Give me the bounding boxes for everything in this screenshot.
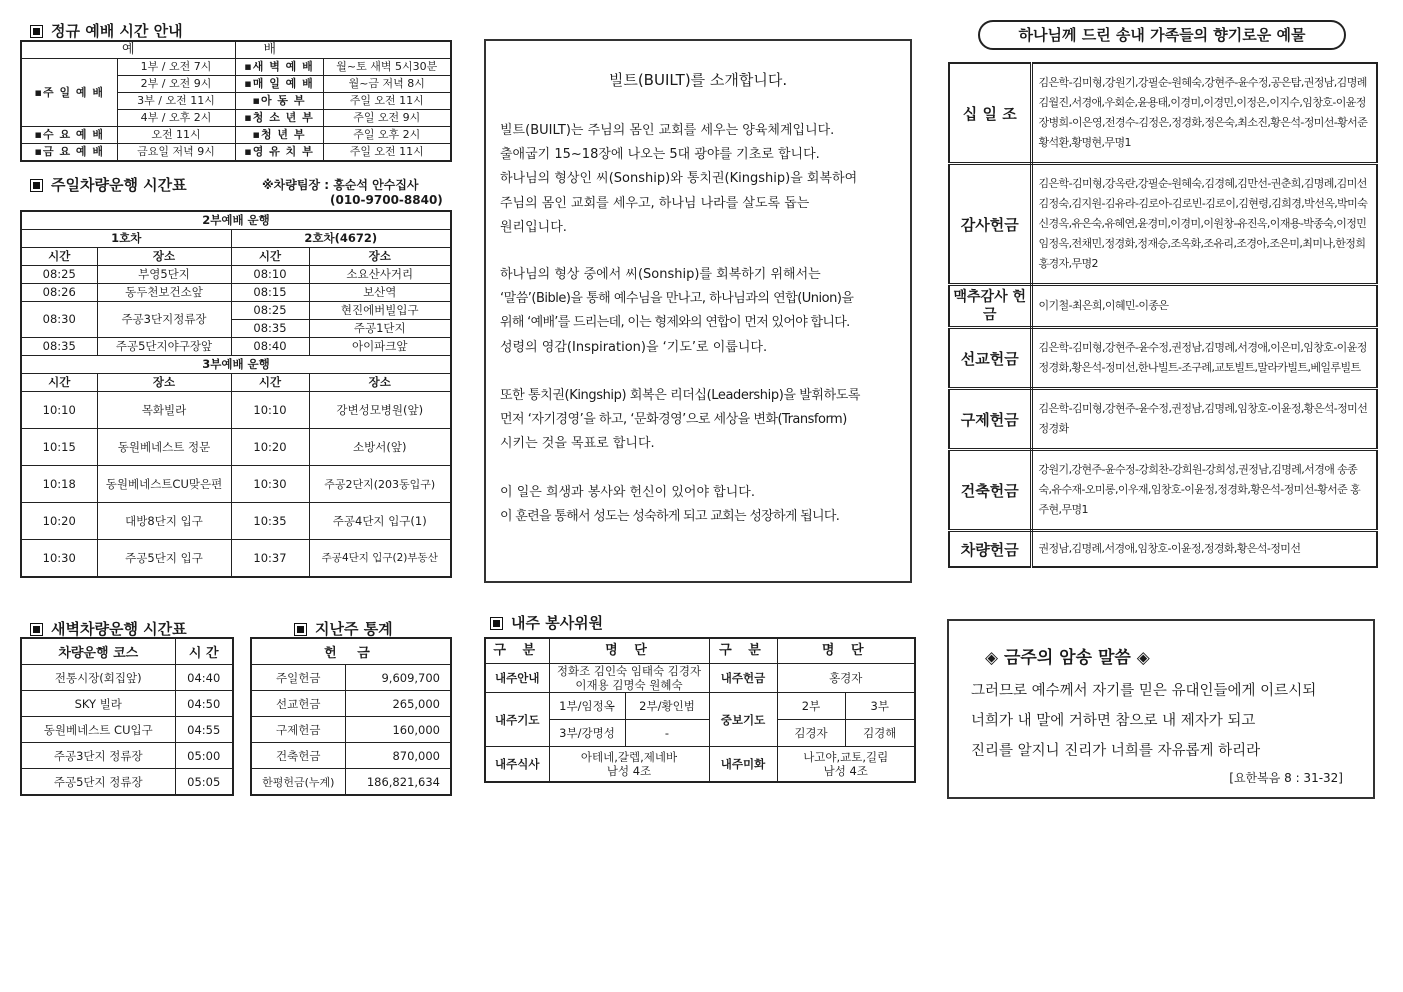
offering-names: 김은학-김미형,강옥란,강필순-원혜숙,김경혜,김만선-권춘희,김명례,김미선 김정숙,김지원-김유라-김로아-김로빈-김로이,김현령,김희경,박선옥,박미숙 신경옥,유은숙,유혜연,윤경미,이경미,이원창-유진옥,이재용-박종숙,이정민 임정옥,전채민,정경화,정재승,조옥화,조유리,조경아,조은미,최미나,한정희 홍경자,무명2 bbox=[1031, 164, 1377, 285]
worship-header-left: 예 bbox=[21, 41, 235, 59]
built-line: 또한 통치권(Kingship) 회복은 리더십(Leadership)을 발휘하도록 bbox=[500, 388, 861, 403]
stats-amount: 870,000 bbox=[345, 743, 451, 769]
built-line: 하나님의 형상인 씨(Sonship)와 통치권(Kingship)을 회복하여 bbox=[500, 171, 858, 187]
offerings-table bbox=[948, 62, 1378, 568]
stats-amount: 9,609,700 bbox=[345, 665, 451, 691]
car2-place: 주공1단지 bbox=[309, 320, 451, 338]
friday-service-time: 금요일 저녁 9시 bbox=[117, 144, 235, 162]
bus-leader-label: ※차량팀장 : 홍순석 안수집사 bbox=[262, 178, 419, 192]
col-names: 명 단 bbox=[549, 638, 709, 664]
service-section-title: 내주 봉사위원 bbox=[490, 612, 603, 633]
stats-amount: 265,000 bbox=[345, 691, 451, 717]
col-time: 시간 bbox=[21, 248, 97, 266]
dawn-course: SKY 빌라 bbox=[21, 691, 175, 717]
col-time: 시간 bbox=[21, 374, 97, 392]
offering-category: 십 일 조 bbox=[949, 63, 1031, 164]
third-time-1: 10:30 bbox=[21, 540, 97, 578]
worship-section-title: 정규 예배 시간 안내 bbox=[30, 20, 183, 41]
col-time: 시간 bbox=[231, 248, 309, 266]
car2-time: 08:40 bbox=[231, 338, 309, 356]
offerings-title: 하나님께 드린 송내 가족들의 향기로운 예물 bbox=[978, 20, 1346, 50]
offering-names: 이기철-최은희,이혜민-이종은 bbox=[1031, 285, 1377, 328]
offering-category: 맥추감사 헌금 bbox=[949, 285, 1031, 328]
stats-label: 한평헌금(누계) bbox=[251, 769, 345, 796]
verse-line: 너희가 내 말에 거하면 참으로 내 제자가 되고 bbox=[971, 713, 1256, 729]
col-course: 차량운행 코스 bbox=[21, 638, 175, 665]
intercession-label: 중보기도 bbox=[709, 693, 777, 747]
built-paragraph-3 bbox=[500, 384, 904, 457]
built-title: 빌트(BUILT)를 소개합니다. bbox=[608, 71, 788, 89]
built-line: 시키는 것을 목표로 합니다. bbox=[500, 436, 655, 452]
dawn-bus-section-title: 새벽차량운행 시간표 bbox=[30, 618, 187, 639]
second-service-bus-title: 2부예배 운행 bbox=[21, 211, 451, 230]
offering-category: 차량헌금 bbox=[949, 531, 1031, 568]
dawn-course: 주공5단지 정류장 bbox=[21, 769, 175, 796]
col-time: 시 간 bbox=[175, 638, 233, 665]
car2-time: 08:15 bbox=[231, 284, 309, 302]
offering-category: 구제헌금 bbox=[949, 389, 1031, 450]
car2-place: 소요산사거리 bbox=[309, 266, 451, 284]
weekday-service-time: 주일 오전 9시 bbox=[323, 110, 451, 127]
prayer-label: 내주기도 bbox=[485, 693, 549, 747]
weekday-service-time: 주일 오전 11시 bbox=[323, 93, 451, 110]
built-line: 이 훈련을 통해서 성도는 성숙하게 되고 교회는 성장하게 됩니다. bbox=[500, 509, 840, 525]
weekday-service-label: ▪청 년 부 bbox=[235, 127, 323, 144]
dawn-course: 전통시장(회집앞) bbox=[21, 665, 175, 691]
guide-names bbox=[549, 664, 709, 693]
car2-time: 08:10 bbox=[231, 266, 309, 284]
built-intro-box bbox=[484, 39, 912, 583]
col-place: 장소 bbox=[309, 248, 451, 266]
intercession-header: 3부 bbox=[845, 693, 915, 720]
car1-place: 주공3단지정류장 bbox=[97, 302, 231, 338]
car1-time: 08:30 bbox=[21, 302, 97, 338]
third-service-bus-title: 3부예배 운행 bbox=[21, 356, 451, 374]
third-place-2: 강변성모병원(앞) bbox=[309, 392, 451, 429]
third-place-2: 주공4단지 입구(2)부동산 bbox=[309, 540, 451, 578]
weekday-service-label: ▪새 벽 예 배 bbox=[235, 59, 323, 76]
built-line: 이 일은 희생과 봉사와 헌신이 있어야 합니다. bbox=[500, 485, 755, 500]
third-time-2: 10:35 bbox=[231, 503, 309, 540]
third-place-1: 대방8단지 입구 bbox=[97, 503, 231, 540]
offering-label: 내주헌금 bbox=[709, 664, 777, 693]
third-place-2: 주공2단지(203동입구) bbox=[309, 466, 451, 503]
third-place-1: 동원베네스트CU맞은편 bbox=[97, 466, 231, 503]
third-time-1: 10:15 bbox=[21, 429, 97, 466]
guide-label: 내주안내 bbox=[485, 664, 549, 693]
col-time: 시간 bbox=[231, 374, 309, 392]
built-line: 주님의 몸인 교회를 세우고, 하나님 나라를 살도록 돕는 bbox=[500, 195, 810, 211]
stats-header: 헌 금 bbox=[251, 638, 451, 665]
dawn-course: 동원베네스트 CU입구 bbox=[21, 717, 175, 743]
third-time-2: 10:30 bbox=[231, 466, 309, 503]
dawn-time: 05:00 bbox=[175, 743, 233, 769]
built-paragraph-1 bbox=[500, 119, 904, 240]
built-line: 빌트(BUILT)는 주님의 몸인 교회를 세우는 양육체계입니다. bbox=[500, 123, 835, 138]
meal-label: 내주식사 bbox=[485, 747, 549, 783]
third-time-2: 10:20 bbox=[231, 429, 309, 466]
built-line: 하나님의 형상 중에서 씨(Sonship)를 회복하기 위해서는 bbox=[500, 267, 821, 282]
third-time-1: 10:18 bbox=[21, 466, 97, 503]
third-time-1: 10:20 bbox=[21, 503, 97, 540]
dawn-time: 04:40 bbox=[175, 665, 233, 691]
dawn-bus-table bbox=[20, 637, 234, 796]
verse-title: ◈ 금주의 암송 말씀 ◈ bbox=[985, 648, 1150, 668]
bus-schedule-table bbox=[20, 210, 452, 578]
sunday-service-time: 1부 / 오전 7시 bbox=[117, 59, 235, 76]
offering-names: 김은학-김미형,강현주-윤수정,권정남,김명례,서경애,이은미,임창호-이윤정 정경화,황은석-정미선,한나빌트-조구례,교토빌트,말라카빌트,베일루빌트 bbox=[1031, 328, 1377, 389]
beauty-names bbox=[777, 747, 915, 783]
weekday-service-time: 주일 오후 2시 bbox=[323, 127, 451, 144]
third-time-2: 10:10 bbox=[231, 392, 309, 429]
built-paragraph-4 bbox=[500, 481, 904, 529]
offering-names: 강원기,강현주-윤수정-강희찬-강희원-강희성,권정남,김명례,서경애 송종숙,유수재-오미롱,이우재,임창호-이윤정,정경화,황은석-정미선-황서준 홍주현,무명1 bbox=[1031, 450, 1377, 531]
service-committee-table bbox=[484, 637, 916, 783]
built-line: 먼저 ‘자기경영’을 하고, ‘문화경영’으로 세상을 변화(Transform) bbox=[500, 412, 847, 428]
car1-time: 08:35 bbox=[21, 338, 97, 356]
car2-time: 08:35 bbox=[231, 320, 309, 338]
car2-time: 08:25 bbox=[231, 302, 309, 320]
verse-reference: [요한복음 8 : 31-32] bbox=[1229, 771, 1343, 785]
wednesday-service-time: 오전 11시 bbox=[117, 127, 235, 144]
weekday-service-time: 월~금 저녁 8시 bbox=[323, 76, 451, 93]
sunday-service-time: 2부 / 오전 9시 bbox=[117, 76, 235, 93]
offering-names: 김은학-김미형,강원기,강필순-원혜숙,강현주-윤수정,공은탐,권정남,김명례 김월진,서경애,우회순,윤용태,이경미,이경민,이정은,이지수,임창호-이윤정 장병희-이은영,전경수-김정은,정경화,정은숙,최소진,황은석-정미선-황서준 황석환,황명현,무명1 bbox=[1031, 63, 1377, 164]
weekday-service-time: 주일 오전 11시 bbox=[323, 144, 451, 162]
stats-section-title: 지난주 통계 bbox=[294, 618, 393, 639]
stats-amount: 160,000 bbox=[345, 717, 451, 743]
offering-category: 건축헌금 bbox=[949, 450, 1031, 531]
intercession-name: 김경자 bbox=[777, 720, 845, 747]
prayer-name: 2부/황인범 bbox=[625, 693, 709, 720]
third-place-2: 주공4단지 입구(1) bbox=[309, 503, 451, 540]
stats-table bbox=[250, 637, 452, 796]
col-place: 장소 bbox=[97, 248, 231, 266]
third-time-1: 10:10 bbox=[21, 392, 97, 429]
car1-place: 부영5단지 bbox=[97, 266, 231, 284]
built-paragraph-2 bbox=[500, 263, 904, 360]
stats-amount: 186,821,634 bbox=[345, 769, 451, 796]
prayer-name: 1부/임정옥 bbox=[549, 693, 625, 720]
stats-label: 주일헌금 bbox=[251, 665, 345, 691]
car1-time: 08:25 bbox=[21, 266, 97, 284]
beauty-names-line: 남성 4조 bbox=[823, 764, 868, 778]
bus-leader-phone: (010-9700-8840) bbox=[330, 193, 443, 207]
weekday-service-label: ▪청 소 년 부 bbox=[235, 110, 323, 127]
weekday-service-label: ▪영 유 치 부 bbox=[235, 144, 323, 162]
friday-service-label: ▪금 요 예 배 bbox=[21, 144, 117, 162]
third-place-1: 주공5단지 입구 bbox=[97, 540, 231, 578]
dawn-time: 05:05 bbox=[175, 769, 233, 796]
worship-schedule-table bbox=[20, 40, 452, 162]
guide-names-line: 이재용 김명숙 원혜숙 bbox=[575, 678, 683, 692]
offering-category: 선교헌금 bbox=[949, 328, 1031, 389]
car2-place: 현진에버빌입구 bbox=[309, 302, 451, 320]
meal-names-line: 아테네,갈렙,제네바 bbox=[580, 750, 678, 764]
weekday-service-label: ▪매 일 예 배 bbox=[235, 76, 323, 93]
built-line: 원리입니다. bbox=[500, 219, 567, 235]
third-time-2: 10:37 bbox=[231, 540, 309, 578]
col-names: 명 단 bbox=[777, 638, 915, 664]
built-line: 위해 ‘예배’를 드리는데, 이는 형제와의 연합이 먼저 있어야 합니다. bbox=[500, 315, 850, 331]
worship-header-right: 배 bbox=[235, 41, 451, 59]
dawn-time: 04:50 bbox=[175, 691, 233, 717]
verse-line: 그러므로 예수께서 자기를 믿은 유대인들에게 이르시되 bbox=[971, 683, 1317, 699]
col-place: 장소 bbox=[309, 374, 451, 392]
built-line: ‘말씀’(Bible)을 통해 예수님을 만나고, 하나님과의 연합(Union)을 bbox=[500, 291, 854, 307]
stats-label: 선교헌금 bbox=[251, 691, 345, 717]
guide-names-line: 정화조 김인숙 임태숙 김경자 bbox=[556, 664, 702, 678]
offering-names: 권정남,김명례,서경애,임창호-이윤정,정경화,황은석-정미선 bbox=[1031, 531, 1377, 568]
col-category: 구 분 bbox=[485, 638, 549, 664]
intercession-name: 김경해 bbox=[845, 720, 915, 747]
car2-place: 보산역 bbox=[309, 284, 451, 302]
car1-place: 주공5단지야구장앞 bbox=[97, 338, 231, 356]
third-place-1: 동원베네스트 정문 bbox=[97, 429, 231, 466]
meal-names-line: 남성 4조 bbox=[606, 764, 652, 778]
sunday-service-time: 3부 / 오전 11시 bbox=[117, 93, 235, 110]
prayer-name: 3부/강명성 bbox=[549, 720, 625, 747]
beauty-names-line: 나고야,교토,길림 bbox=[803, 750, 889, 764]
prayer-name: - bbox=[625, 720, 709, 747]
car1-time: 08:26 bbox=[21, 284, 97, 302]
verse-line: 진리를 알지니 진리가 너희를 자유롭게 하리라 bbox=[971, 743, 1261, 759]
built-line: 출애굽기 15~18장에 나오는 5대 광야를 기초로 합니다. bbox=[500, 147, 820, 163]
car1-title: 1호차 bbox=[21, 230, 231, 248]
meal-names bbox=[549, 747, 709, 783]
bus-section-title: 주일차량운행 시간표 bbox=[30, 174, 187, 195]
third-place-2: 소방서(앞) bbox=[309, 429, 451, 466]
stats-label: 구제헌금 bbox=[251, 717, 345, 743]
offering-names: 김은학-김미형,강현주-윤수정,권정남,김명례,임창호-이윤정,황은석-정미선 정경화 bbox=[1031, 389, 1377, 450]
weekday-service-time: 월~토 새벽 5시30분 bbox=[323, 59, 451, 76]
offering-category: 감사헌금 bbox=[949, 164, 1031, 285]
sunday-service-time: 4부 / 오후 2시 bbox=[117, 110, 235, 127]
third-place-1: 목화빌라 bbox=[97, 392, 231, 429]
dawn-course: 주공3단지 정류장 bbox=[21, 743, 175, 769]
sunday-service-label: ▪주 일 예 배 bbox=[21, 59, 117, 127]
intercession-header: 2부 bbox=[777, 693, 845, 720]
beauty-label: 내주미화 bbox=[709, 747, 777, 783]
car2-title: 2호차(4672) bbox=[231, 230, 451, 248]
offering-name: 홍경자 bbox=[777, 664, 915, 693]
built-line: 성령의 영감(Inspiration)을 ‘기도’로 이룹니다. bbox=[500, 339, 768, 355]
col-category: 구 분 bbox=[709, 638, 777, 664]
stats-label: 건축헌금 bbox=[251, 743, 345, 769]
dawn-time: 04:55 bbox=[175, 717, 233, 743]
weekday-service-label: ▪아 동 부 bbox=[235, 93, 323, 110]
car1-place: 동두천보건소앞 bbox=[97, 284, 231, 302]
car2-place: 아이파크앞 bbox=[309, 338, 451, 356]
memory-verse-box bbox=[947, 619, 1375, 799]
col-place: 장소 bbox=[97, 374, 231, 392]
wednesday-service-label: ▪수 요 예 배 bbox=[21, 127, 117, 144]
